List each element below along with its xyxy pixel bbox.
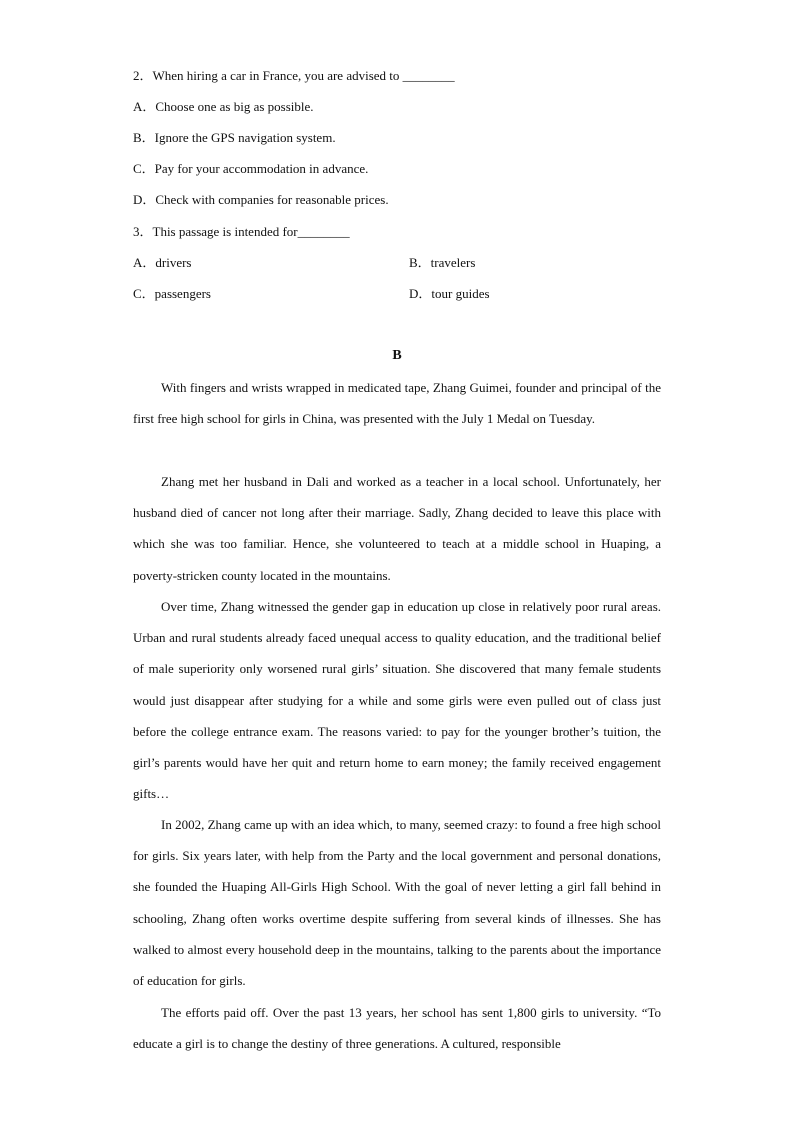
question-3-option-b: B．travelers (409, 255, 476, 270)
question-3-option-c: C．passengers (133, 286, 211, 301)
question-2-stem: 2．When hiring a car in France, you are advised to ________ (133, 68, 455, 83)
paragraph-2: Zhang met her husband in Dali and worked as a teacher in a local school. Unfortunately, her husband died of cancer not long after their marriage. Sadly, Zhang decided to leave this place with which she was too familiar. Hence, she volunteered to teach at a middle school in Huaping, a poverty-stricken county located in the mountains. (133, 474, 661, 583)
question-2-option-a: A．Choose one as big as possible. (133, 99, 314, 114)
section-title: B (392, 348, 402, 363)
paragraph-3: Over time, Zhang witnessed the gender gap in education up close in relatively poor rural areas. Urban and rural students already faced unequal access to quality education, and the traditional belief of male superiority only worsened rural girls’ situation. She discovered that many female students would just disappear after studying for a while and some girls were even pulled out of class just before the college entrance exam. The reasons varied: to pay for the younger brother’s tuition, the girl’s parents would have her quit and return home to earn money; the family received engagement gifts… (133, 599, 661, 802)
question-3-stem: 3．This passage is intended for________ (133, 224, 350, 239)
paragraph-5: The efforts paid off. Over the past 13 years, her school has sent 1,800 girls to university. “To educate a girl is to change the destiny of three generations. A cultured, responsible (133, 1005, 661, 1052)
question-2-option-c: C．Pay for your accommodation in advance. (133, 161, 369, 176)
question-3-option-a: A．drivers (133, 255, 192, 270)
paragraph-4: In 2002, Zhang came up with an idea which, to many, seemed crazy: to found a free high school for girls. Six years later, with help from the Party and the local government and personal donations, she founded the Huaping All-Girls High School. With the goal of never letting a girl fall behind in schooling, Zhang often works overtime despite suffering from several kinds of illnesses. She has walked to almost every household deep in the mountains, talking to the parents about the importance of education for girls. (133, 817, 661, 989)
question-2-option-b: B．Ignore the GPS navigation system. (133, 130, 336, 145)
question-3-option-d: D．tour guides (409, 286, 490, 301)
question-2-option-d: D．Check with companies for reasonable prices. (133, 192, 389, 207)
paragraph-1: With fingers and wrists wrapped in medicated tape, Zhang Guimei, founder and principal of the first free high school for girls in China, was presented with the July 1 Medal on Tuesday. (133, 380, 661, 427)
